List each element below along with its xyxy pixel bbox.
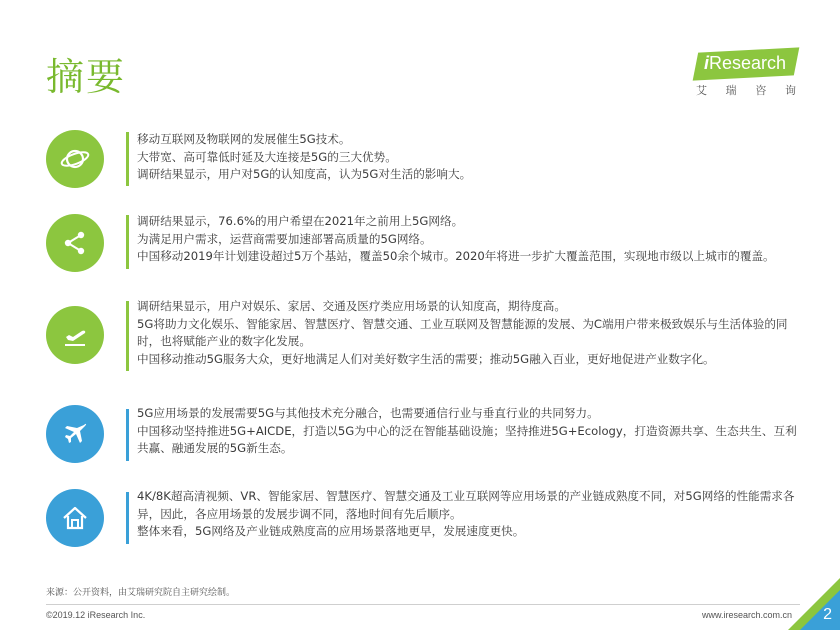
logo-sub-char: 咨 xyxy=(755,84,767,97)
logo-rest: Research xyxy=(708,53,787,73)
takeoff-icon xyxy=(46,306,104,364)
section-text xyxy=(137,298,807,368)
summary-line: 中国移动坚持推进5G+AICDE，打造以5G为中心的泛在智能基础设施；坚持推进5G+Ecology，打造资源共享、生态共生、互利共赢、融通发展的5G新生态。 xyxy=(137,423,797,455)
logo-sub-char: 瑞 xyxy=(725,84,737,97)
page-title: 摘要 xyxy=(46,55,127,99)
share-icon xyxy=(46,214,104,272)
source-note: 来源：公开资料，由艾瑞研究院自主研究绘制。 xyxy=(46,588,236,598)
logo-wordmark xyxy=(690,53,800,74)
summary-line: 中国移动2019年计划建设超过5万个基站，覆盖50余个城市。2020年将进一步扩大覆盖范围，实现地市级以上城市的覆盖。 xyxy=(137,249,775,263)
logo-sub-char: 询 xyxy=(784,84,796,97)
logo-subtitle xyxy=(696,82,796,98)
home-icon xyxy=(46,489,104,547)
planet-icon xyxy=(46,130,104,188)
section-text xyxy=(137,488,807,541)
summary-line: 5G应用场景的发展需要5G与其他技术充分融合，也需要通信行业与垂直行业的共同努力。 xyxy=(137,406,599,420)
footer-divider xyxy=(46,604,800,605)
section-text xyxy=(137,131,807,184)
summary-section-4 xyxy=(46,403,806,467)
summary-line: 4K/8K超高清视频、VR、智能家居、智慧医疗、智慧交通及工业互联网等应用场景的产业链成熟度不同，对5G网络的性能需求各异，因此，各应用场景的发展步调不同，落地时间有先后顺序。 xyxy=(137,489,795,521)
page-number: 2 xyxy=(823,606,832,623)
section-divider xyxy=(126,409,129,461)
summary-section-1 xyxy=(46,128,806,192)
section-divider xyxy=(126,132,129,186)
section-divider xyxy=(126,301,129,371)
summary-line: 大带宽、高可靠低时延及大连接是5G的三大优势。 xyxy=(137,149,397,164)
summary-section-2 xyxy=(46,211,806,275)
section-divider xyxy=(126,215,129,269)
logo-prefix: i xyxy=(703,53,709,73)
copyright-text: ©2019.12 iResearch Inc. xyxy=(46,610,146,620)
logo-sub-char: 艾 xyxy=(696,84,707,97)
summary-line: 调研结果显示，用户对5G的认知度高，认为5G对生活的影响大。 xyxy=(137,167,472,181)
summary-line: 调研结果显示，76.6%的用户希望在2021年之前用上5G网络。 xyxy=(137,214,464,228)
website-link[interactable]: www.iresearch.com.cn xyxy=(701,610,792,620)
airplane-icon xyxy=(46,405,104,463)
summary-line: 调研结果显示，用户对娱乐、家居、交通及医疗类应用场景的认知度高，期待度高。 xyxy=(137,299,566,313)
summary-line: 5G将助力文化娱乐、智能家居、智慧医疗、智慧交通、工业互联网及智慧能源的发展、为C端用户带来极致娱乐与生活体验的同时，也将赋能产业的数字化发展。 xyxy=(137,316,788,348)
section-text xyxy=(137,405,807,458)
summary-line: 中国移动推动5G服务大众，更好地满足人们对美好数字生活的需要；推动5G融入百业，更好地促进产业数字化。 xyxy=(137,351,715,366)
summary-line: 为满足用户需求，运营商需要加速部署高质量的5G网络。 xyxy=(137,231,432,246)
summary-line: 整体来看，5G网络及产业链成熟度高的应用场景落地更早，发展速度更快。 xyxy=(137,524,525,538)
section-text xyxy=(137,213,807,266)
summary-section-5 xyxy=(46,484,806,554)
summary-line: 移动互联网及物联网的发展催生5G技术。 xyxy=(137,132,351,146)
summary-section-3 xyxy=(46,296,806,372)
iresearch-logo xyxy=(690,44,800,100)
section-divider xyxy=(126,492,129,544)
